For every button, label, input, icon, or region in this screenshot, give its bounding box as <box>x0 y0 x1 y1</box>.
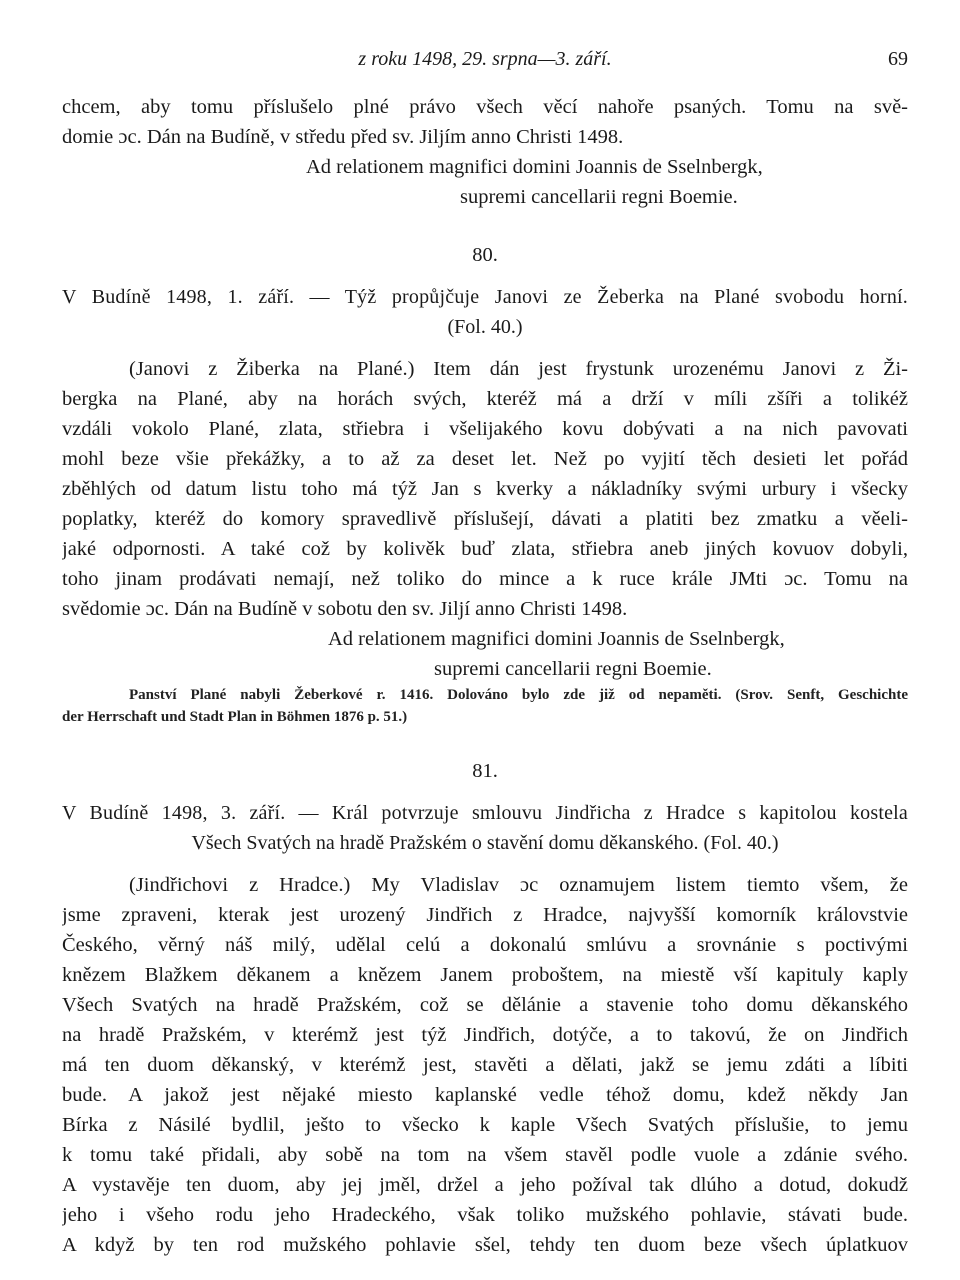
text-line: na hradě Pražském, v kterémž jest týž Jindřich, dotýče, a to takovú, že on Jindřich <box>62 1024 908 1046</box>
running-head: z roku 1498, 29. srpna—3. září. <box>358 48 612 70</box>
text-line: jaké odpornosti. A také což by kolivěk buď zlata, střiebra aneb jiných kovuov dobyli, <box>62 538 908 560</box>
text-line: jeho i všeho rodu jeho Hradeckého, však toliko mužského pohlavie, stávati bude. <box>62 1204 908 1226</box>
document-number: 80. <box>472 244 498 266</box>
text-line: bude. A jakož jest nějaké miesto kaplanské vedle téhož domu, kdež někdy Jan <box>62 1084 908 1106</box>
document-number: 81. <box>472 760 498 782</box>
text-line: toho jinam prodávati nemají, než toliko do mince a k ruce krále JMti ɔc. Tomu na <box>62 568 908 590</box>
folio-reference: (Fol. 40.) <box>447 316 523 338</box>
text-line: A vystavěje ten duom, aby jej jměl, držel a jeho požíval tak dlúho a dotud, dokudž <box>62 1174 908 1196</box>
text-line: svědomie ɔc. Dán na Budíně v sobotu den sv. Jiljí anno Christi 1498. <box>62 598 628 620</box>
dateline: V Budíně 1498, 3. září. <box>62 802 286 824</box>
regest-summary: — Král potvrzuje smlouvu Jindřicha z Hradce s kapitolou kostela <box>298 802 908 824</box>
text-line: Všech Svatých na hradě Pražském, což se dělánie a stavenie toho domu děkanského <box>62 994 908 1016</box>
text-line: (Jindřichovi z Hradce.) My Vladislav ɔc oznamujem listem tiemto všem, že <box>129 874 908 896</box>
regest-summary-continued: Všech Svatých na hradě Pražském o stavění domu děkanského. (Fol. 40.) <box>191 832 779 854</box>
text-line: vzdáli vokolo Plané, zlata, střiebra i všelijakého kovu dobývati a na nich pavovati <box>62 418 908 440</box>
text-line: chcem, aby tomu příslušelo plné právo všech věcí nahoře psaných. Tomu na svě- <box>62 96 908 118</box>
text-line: jsme zpraveni, kterak jest urozený Jindřich z Hradce, najvyšší komorník královstvie <box>62 904 908 926</box>
text-line: knězem Blažkem děkanem a knězem Janem proboštem, na miestě vší kapituly kaply <box>62 964 908 986</box>
note-line: der Herrschaft und Stadt Plan in Böhmen 1876 p. 51.) <box>62 709 408 725</box>
relation-line: supremi cancellarii regni Boemie. <box>434 658 712 680</box>
regest-line <box>62 798 908 828</box>
document-body <box>62 354 908 624</box>
text-line: bergka na Plané, aby na horách svých, kteréž má a drží v míli zšíři a tolikéž <box>62 388 908 410</box>
page-number: 69 <box>888 48 908 70</box>
page-content <box>62 92 908 1260</box>
page-header <box>62 44 908 78</box>
text-line: má ten duom děkanský, v kterémž jest, stavěti a dělati, jakž se jemu zdáti a líbiti <box>62 1054 908 1076</box>
text-line: poplatky, kteréž do komory spravedlivě příslušejí, dávati a platiti bez zmatku a věeli- <box>62 508 908 530</box>
text-line: Bírka z Násilé bydlil, ješto to všecko k kaple Všech Svatých příslušie, to jemu <box>62 1114 908 1136</box>
text-line: k tomu také přidali, aby sobě na tom na všem stavěl podle vuole a zdánie svého. <box>62 1144 908 1166</box>
text-line: Českého, věrný náš milý, udělal celú a dokonalú smlúvu a srovnánie s poctivými <box>62 934 908 956</box>
relation-line: Ad relationem magnifici domini Joannis de Sselnbergk, <box>306 156 763 178</box>
doc79-tail <box>62 92 908 212</box>
note-line: Panství Plané nabyli Žeberkové r. 1416. Dolováno bylo zde již od nepaměti. (Srov. Senft, Geschichte <box>129 687 908 703</box>
relation-line: Ad relationem magnifici domini Joannis de Sselnbergk, <box>328 628 785 650</box>
text-line: mohl beze všie překážky, a to až za deset let. Než po vyjití těch desieti let pořád <box>62 448 908 470</box>
text-line: (Janovi z Žiberka na Plané.) Item dán jest frystunk urozenému Janovi z Ži- <box>129 358 908 380</box>
text-line: domie ɔc. Dán na Budíně, v středu před sv. Jiljím anno Christi 1498. <box>62 126 624 148</box>
editorial-note <box>62 684 908 728</box>
document-body <box>62 870 908 1260</box>
regest-summary: — Týž propůjčuje Janovi ze Žeberka na Plané svobodu horní. <box>309 286 909 308</box>
regest-line <box>62 282 908 312</box>
text-line: zběhlých od datum listu toho má týž Jan s kverky a nákladníky svými urbury i všecky <box>62 478 908 500</box>
text-line: A když by ten rod mužského pohlavie sšel, tehdy ten duom beze všech úplatkuov <box>62 1234 908 1256</box>
doc81 <box>62 756 908 1260</box>
doc80 <box>62 240 908 728</box>
dateline: V Budíně 1498, 1. září. <box>62 286 295 308</box>
relation-line: supremi cancellarii regni Boemie. <box>460 186 738 208</box>
